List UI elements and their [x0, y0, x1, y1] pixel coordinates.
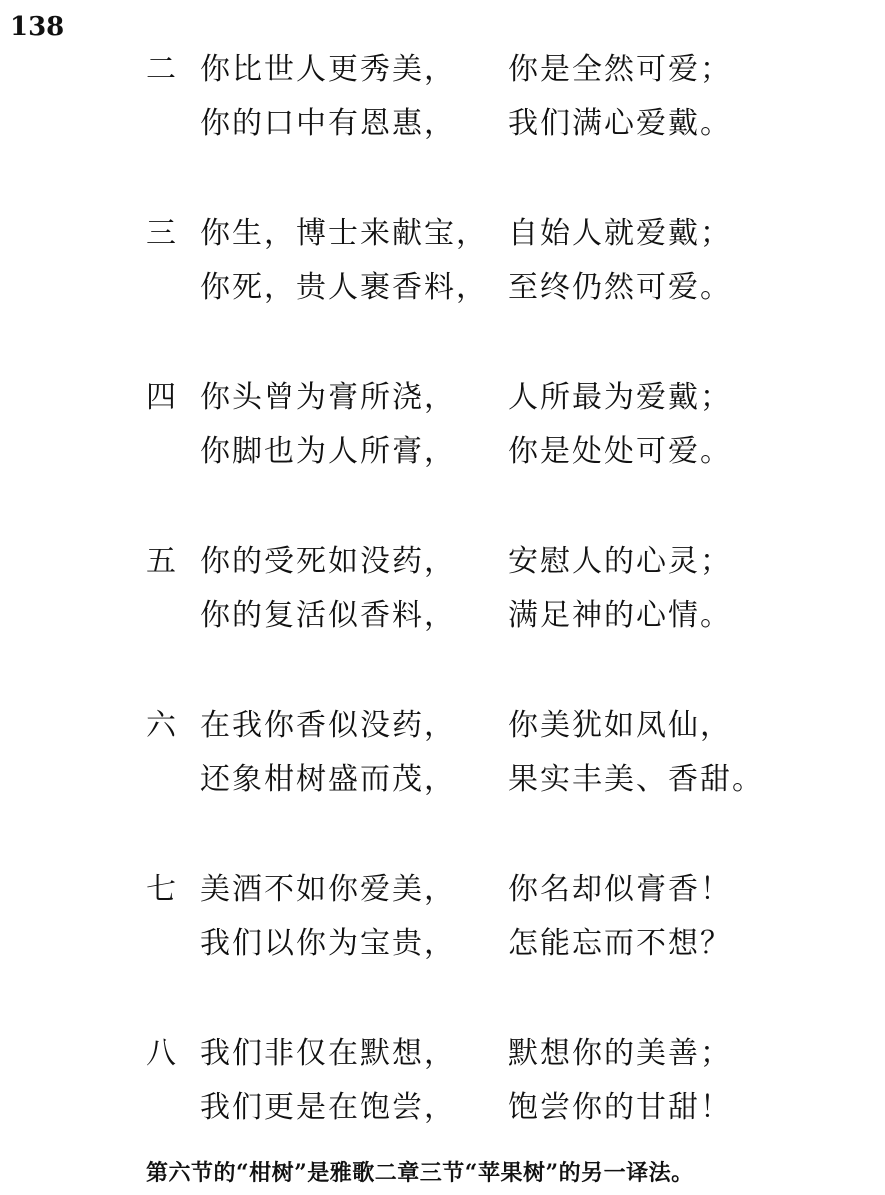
line-left: 我们更是在饱尝，: [200, 1090, 456, 1125]
stanza-7: [0, 870, 885, 990]
line-right: 至终仍然可爱。: [508, 270, 732, 305]
stanza-line: [0, 596, 885, 636]
stanza-number: 八: [146, 1036, 176, 1071]
line-right: 安慰人的心灵；: [508, 544, 732, 579]
stanza-5: [0, 542, 885, 662]
line-left: 你比世人更秀美，: [200, 52, 456, 87]
stanza-line: [0, 760, 885, 800]
page-number: 138: [10, 12, 65, 42]
line-left: 美酒不如你爱美，: [200, 872, 456, 907]
line-left: 你死，贵人裹香料，: [200, 270, 488, 305]
stanza-line: [0, 706, 885, 746]
line-left: 我们非仅在默想，: [200, 1036, 456, 1071]
line-left: 你的复活似香料，: [200, 598, 456, 633]
line-right: 你美犹如凤仙，: [508, 708, 732, 743]
stanza-number: 七: [146, 872, 176, 907]
stanza-line: [0, 924, 885, 964]
line-right: 满足神的心情。: [508, 598, 732, 633]
stanza-2: [0, 50, 885, 170]
line-left: 还象柑树盛而茂，: [200, 762, 456, 797]
line-left: 我们以你为宝贵，: [200, 926, 456, 961]
line-right: 果实丰美、香甜。: [508, 762, 764, 797]
stanza-line: [0, 432, 885, 472]
stanza-line: [0, 542, 885, 582]
line-right: 你是处处可爱。: [508, 434, 732, 469]
line-left: 你的受死如没药，: [200, 544, 456, 579]
stanza-6: [0, 706, 885, 826]
stanza-line: [0, 1034, 885, 1074]
line-right: 人所最为爱戴；: [508, 380, 732, 415]
stanza-4: [0, 378, 885, 498]
line-right: 怎能忘而不想？: [508, 926, 732, 961]
stanza-line: [0, 50, 885, 90]
line-right: 饱尝你的甘甜！: [508, 1090, 732, 1125]
stanza-3: [0, 214, 885, 334]
line-left: 你脚也为人所膏，: [200, 434, 456, 469]
stanza-line: [0, 104, 885, 144]
stanza-number: 四: [146, 380, 176, 415]
stanza-line: [0, 870, 885, 910]
line-right: 你是全然可爱；: [508, 52, 732, 87]
line-left: 你的口中有恩惠，: [200, 106, 456, 141]
stanza-line: [0, 268, 885, 308]
line-right: 你名却似膏香！: [508, 872, 732, 907]
stanza-number: 五: [146, 544, 176, 579]
line-right: 我们满心爱戴。: [508, 106, 732, 141]
line-right: 默想你的美善；: [508, 1036, 732, 1071]
stanza-line: [0, 378, 885, 418]
stanza-line: [0, 214, 885, 254]
line-left: 你生，博士来献宝，: [200, 216, 488, 251]
footnote: 第六节的“柑树”是雅歌二章三节“苹果树”的另一译法。: [146, 1160, 694, 1186]
stanza-number: 六: [146, 708, 176, 743]
stanza-line: [0, 1088, 885, 1128]
line-left: 在我你香似没药，: [200, 708, 456, 743]
line-right: 自始人就爱戴；: [508, 216, 732, 251]
stanza-8: [0, 1034, 885, 1154]
line-left: 你头曾为膏所浇，: [200, 380, 456, 415]
stanza-number: 三: [146, 216, 176, 251]
stanza-number: 二: [146, 52, 176, 87]
